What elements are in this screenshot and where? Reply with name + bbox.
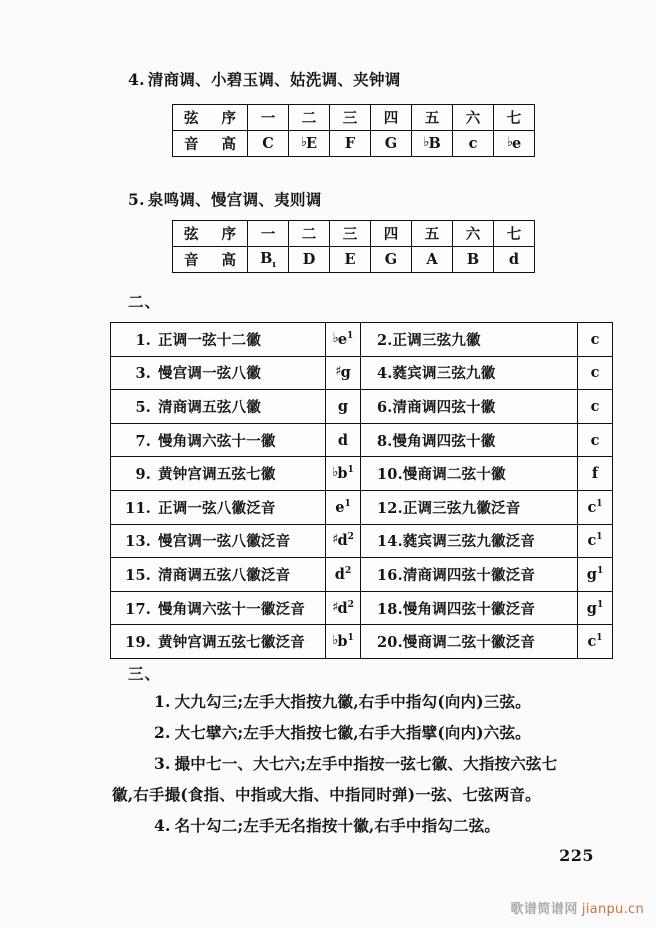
item-pitch-right: $c^1$	[578, 625, 613, 659]
table-row	[173, 105, 535, 131]
item-pitch-left: $d^2$	[326, 558, 361, 592]
row-label-string-order: 弦 序	[173, 221, 248, 247]
item-description-left: 15. 清商调五弦八徽泛音	[111, 558, 326, 592]
part-3-heading: 三、	[128, 664, 162, 683]
item-description-left: 13. 慢宫调一弦八徽泛音	[111, 524, 326, 558]
part-2-items-table	[110, 322, 613, 659]
item-pitch-right: f	[578, 457, 613, 491]
part-3-item-2	[130, 721, 531, 743]
part-2-table-body	[111, 323, 613, 659]
item-3-text-line-2: 徽,右手撮(食指、中指或大指、中指同时弹)一弦、七弦两音。	[112, 785, 541, 804]
item-description-left: 9. 黄钟宫调五弦七徽	[111, 457, 326, 491]
pitch-3: F	[330, 131, 371, 157]
pitch-2: D	[289, 247, 330, 273]
pitch-1: C	[248, 131, 289, 157]
item-pitch-right: $g^1$	[578, 558, 613, 592]
section-5-number: 5.	[128, 190, 145, 209]
section-5-tuning-table	[172, 220, 535, 273]
item-description-right: 6.清商调四弦十徽	[361, 390, 578, 424]
string-2: 二	[289, 105, 330, 131]
string-6: 六	[453, 221, 494, 247]
pitch-2: ♭E	[289, 131, 330, 157]
pitch-3: E	[330, 247, 371, 273]
item-pitch-left: $♭b^1$	[326, 625, 361, 659]
item-pitch-left: $♭b^1$	[326, 457, 361, 491]
item-4-number: 4.	[154, 816, 171, 835]
item-description-left: 19. 黄钟宫调五弦七徽泛音	[111, 625, 326, 659]
item-pitch-right: c	[578, 423, 613, 457]
item-description-left: 11. 正调一弦八徽泛音	[111, 490, 326, 524]
string-7: 七	[494, 105, 535, 131]
item-pitch-right: c	[578, 323, 613, 357]
item-pitch-left: g	[326, 390, 361, 424]
item-description-left: 1. 正调一弦十二徽	[111, 323, 326, 357]
table-row	[111, 457, 613, 491]
item-description-right: 2.正调三弦九徽	[361, 323, 578, 357]
string-7: 七	[494, 221, 535, 247]
section-5-title: 泉鸣调、慢宫调、夷则调	[147, 190, 322, 209]
item-description-right: 4.蕤宾调三弦九徽	[361, 356, 578, 390]
item-pitch-right: c	[578, 390, 613, 424]
table-row	[111, 524, 613, 558]
item-description-left: 17. 慢角调六弦十一徽泛音	[111, 591, 326, 625]
pitch-7: d	[494, 247, 535, 273]
item-1-text: 大九勾三;左手大指按九徽,右手中指勾(向内)三弦。	[174, 692, 531, 711]
item-description-left: 3. 慢宫调一弦八徽	[111, 356, 326, 390]
item-pitch-left: $♯d^2$	[326, 591, 361, 625]
item-description-right: 10.慢商调二弦十徽	[361, 457, 578, 491]
row-label-pitch: 音 高	[173, 131, 248, 157]
pitch-4: G	[371, 247, 412, 273]
pitch-5: ♭B	[412, 131, 453, 157]
item-3-text-line-1: 撮中七一、大七六;左手中指按一弦七徽、大指按六弦七	[174, 754, 558, 773]
item-description-right: 20.慢商调二弦十徽泛音	[361, 625, 578, 659]
item-3-number: 3.	[154, 754, 171, 773]
table-row	[111, 356, 613, 390]
section-5-heading	[128, 188, 322, 210]
watermark-chinese: 歌谱简谱网	[510, 902, 578, 917]
part-3-item-3-line-2	[112, 783, 541, 805]
table-row	[111, 625, 613, 659]
table-row	[173, 247, 535, 273]
string-3: 三	[330, 221, 371, 247]
watermark-url: jianpu.cn	[581, 902, 644, 917]
item-description-right: 14.蕤宾调三弦九徽泛音	[361, 524, 578, 558]
item-description-right: 18.慢角调四弦十徽泛音	[361, 591, 578, 625]
part-3-item-3-line-1	[130, 752, 557, 774]
table-row	[173, 131, 535, 157]
item-description-right: 12.正调三弦九徽泛音	[361, 490, 578, 524]
pitch-4: G	[371, 131, 412, 157]
table-row	[111, 323, 613, 357]
item-pitch-left: ♯g	[326, 356, 361, 390]
item-1-number: 1.	[154, 692, 171, 711]
section-4-number: 4.	[128, 70, 145, 89]
pitch-1: $B_ı$	[248, 247, 289, 273]
string-5: 五	[412, 221, 453, 247]
section-4-heading	[128, 68, 401, 90]
pitch-6: c	[453, 131, 494, 157]
part-2-heading: 二、	[128, 292, 162, 311]
section-4-tuning-table	[172, 104, 535, 157]
item-pitch-left: d	[326, 423, 361, 457]
item-pitch-right: $g^1$	[578, 591, 613, 625]
string-2: 二	[289, 221, 330, 247]
part-3-item-4	[130, 814, 500, 836]
table-row	[111, 390, 613, 424]
table-row	[111, 423, 613, 457]
item-pitch-right: $c^1$	[578, 490, 613, 524]
site-watermark	[510, 898, 644, 917]
item-4-text: 名十勾二;左手无名指按十徽,右手中指勾二弦。	[174, 816, 501, 835]
row-label-pitch: 音 高	[173, 247, 248, 273]
pitch-5: A	[412, 247, 453, 273]
string-3: 三	[330, 105, 371, 131]
string-6: 六	[453, 105, 494, 131]
string-1: 一	[248, 221, 289, 247]
page-number: 225	[559, 846, 594, 865]
item-pitch-left: $e^1$	[326, 490, 361, 524]
table-row	[173, 221, 535, 247]
section-4-title: 清商调、小碧玉调、姑洗调、夹钟调	[147, 70, 401, 89]
string-4: 四	[371, 105, 412, 131]
item-2-text: 大七擘六;左手大指按七徽,右手大指擘(向内)六弦。	[174, 723, 531, 742]
pitch-6: B	[453, 247, 494, 273]
item-description-left: 5. 清商调五弦八徽	[111, 390, 326, 424]
item-2-number: 2.	[154, 723, 171, 742]
part-3-item-1	[130, 690, 531, 712]
string-5: 五	[412, 105, 453, 131]
table-row	[111, 490, 613, 524]
row-label-string-order: 弦 序	[173, 105, 248, 131]
string-4: 四	[371, 221, 412, 247]
pitch-7: ♭e	[494, 131, 535, 157]
item-pitch-right: c	[578, 356, 613, 390]
table-row	[111, 591, 613, 625]
item-description-right: 8.慢角调四弦十徽	[361, 423, 578, 457]
item-pitch-left: $♯d^2$	[326, 524, 361, 558]
item-description-right: 16.清商调四弦十徽泛音	[361, 558, 578, 592]
item-pitch-right: $c^1$	[578, 524, 613, 558]
table-row	[111, 558, 613, 592]
item-description-left: 7. 慢角调六弦十一徽	[111, 423, 326, 457]
string-1: 一	[248, 105, 289, 131]
item-pitch-left: $♭e^1$	[326, 323, 361, 357]
